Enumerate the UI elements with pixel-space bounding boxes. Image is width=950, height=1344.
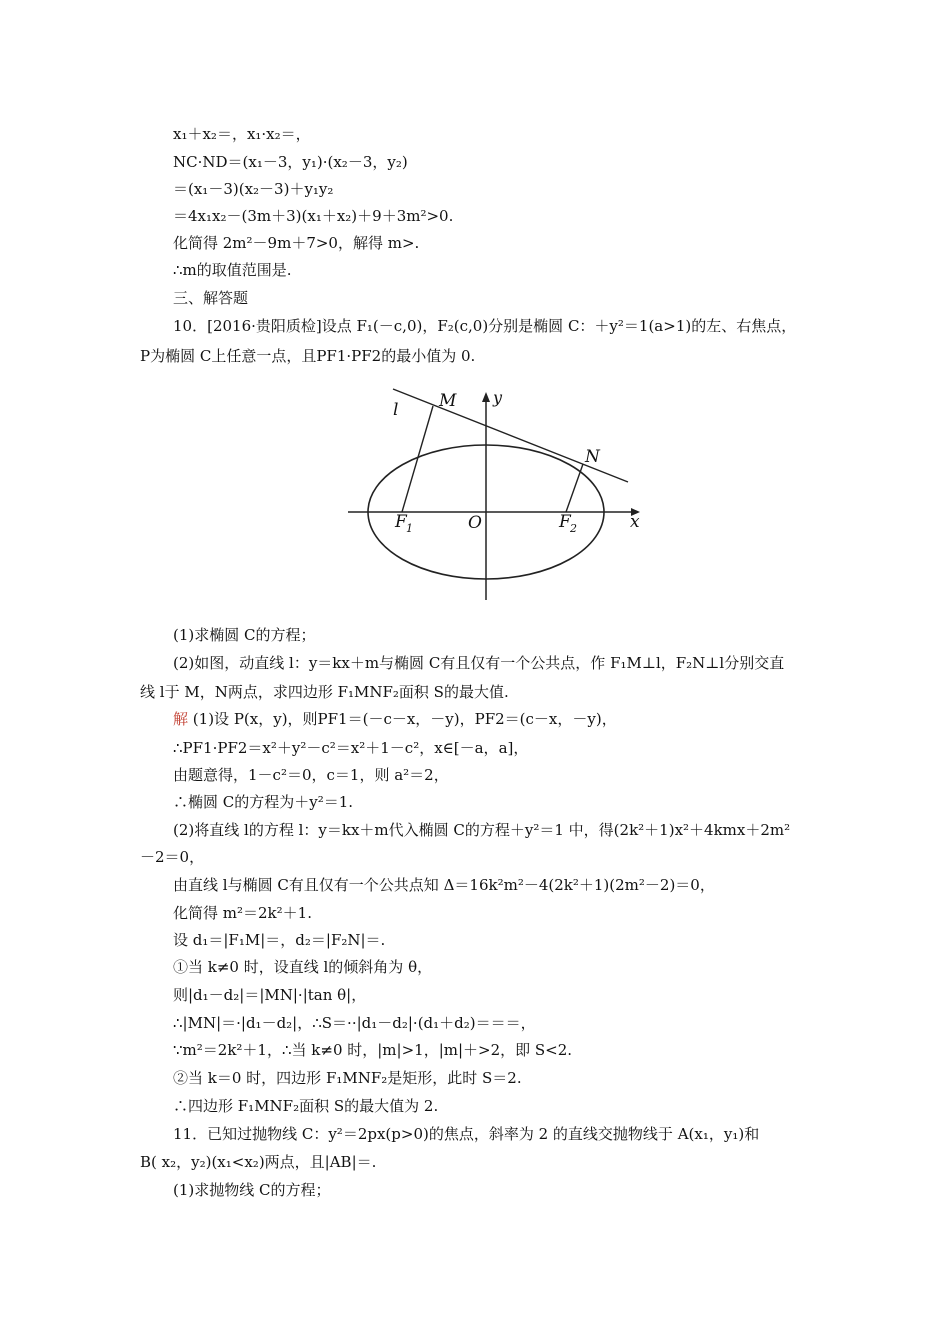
text-line: ＝(x₁－3)(x₂－3)＋y₁y₂	[173, 180, 334, 198]
text-line: 由直线 l与椭圆 C有且仅有一个公共点知 Δ＝16k²m²－4(2k²＋1)(2m²－2)＝0，	[173, 876, 715, 894]
subquestion-2-line-1: (2)如图，动直线 l：y＝kx＋m与椭圆 C有且仅有一个公共点，作 F₁M⊥l，F₂N⊥l分别交直	[173, 654, 785, 672]
text-line: 设 d₁＝|F₁M|＝，d₂＝|F₂N|＝.	[173, 931, 386, 949]
y-axis-arrow	[482, 392, 490, 402]
text-line: NC·ND＝(x₁－3，y₁)·(x₂－3，y₂)	[173, 153, 408, 171]
text-line: ①当 k≠0 时，设直线 l的倾斜角为 θ，	[173, 958, 433, 976]
text-line: x₁＋x₂＝，x₁·x₂＝，	[173, 125, 311, 143]
problem-11-line-2: B( x₂，y₂)(x₁<x₂)两点，且|AB|＝.	[140, 1153, 377, 1171]
text-line: ∴椭圆 C的方程为＋y²＝1.	[173, 793, 354, 811]
problem-10-line-1: 10．[2016·贵阳质检]设点 F₁(－c,0)，F₂(c,0)分别是椭圆 C：＋y²＝1(a>1)的左、右焦点，	[173, 317, 797, 335]
text-line: ＝4x₁x₂－(3m＋3)(x₁＋x₂)＋9＋3m²>0.	[173, 207, 454, 225]
label-f1: F	[395, 512, 407, 532]
ellipse-figure	[343, 376, 653, 620]
segment-f1m	[402, 406, 433, 512]
text-line: ∴PF1·PF2＝x²＋y²－c²＝x²＋1－c²，x∈[－a，a]，	[173, 739, 529, 757]
subquestion-2-line-2: 线 l于 M，N两点，求四边形 F₁MNF₂面积 S的最大值.	[140, 683, 509, 701]
segment-f2n	[566, 464, 583, 512]
text-line: ∴|MN|＝·|d₁－d₂|，∴S＝··|d₁－d₂|·(d₁＋d₂)＝＝＝，	[173, 1014, 536, 1032]
label-x: x	[630, 512, 640, 532]
text-line: (2)将直线 l的方程 l：y＝kx＋m代入椭圆 C的方程＋y²＝1 中，得(2k²＋1)x²＋4kmx＋2m²	[173, 821, 791, 839]
label-f2-subscript: 2	[570, 522, 577, 535]
label-f2: F	[559, 512, 571, 532]
label-y: y	[493, 388, 503, 407]
problem-11-line-1: 11．已知过抛物线 C：y²＝2px(p>0)的焦点，斜率为 2 的直线交抛物线于 A(x₁，y₁)和	[173, 1125, 760, 1143]
line-l	[393, 389, 628, 482]
solution-line	[173, 709, 617, 729]
solution-text: (1)设 P(x，y)，则PF1＝(－c－x，－y)，PF2＝(c－x，－y)，	[192, 710, 617, 728]
text-line: 化简得 2m²－9m＋7>0，解得 m>.	[173, 234, 420, 252]
section-heading: 三、解答题	[173, 289, 249, 307]
subquestion-1: (1)求椭圆 C的方程；	[173, 626, 316, 644]
text-line: ②当 k＝0 时，四边形 F₁MNF₂是矩形，此时 S＝2.	[173, 1069, 522, 1087]
text-line: 则|d₁－d₂|＝|MN|·|tan θ|，	[173, 986, 367, 1004]
problem-11-subquestion-1: (1)求抛物线 C的方程；	[173, 1181, 331, 1199]
solution-label: 解	[173, 710, 189, 728]
text-line: －2＝0，	[140, 848, 205, 866]
label-n: N	[585, 447, 600, 467]
text-line: 由题意得，1－c²＝0，c＝1，则 a²＝2，	[173, 766, 449, 784]
text-line: ∴四边形 F₁MNF₂面积 S的最大值为 2.	[173, 1097, 439, 1115]
label-m: M	[439, 391, 457, 411]
label-f1-subscript: 1	[406, 522, 413, 535]
problem-10-line-2: P为椭圆 C上任意一点，且PF1·PF2的最小值为 0.	[140, 347, 476, 365]
label-l: l	[393, 400, 399, 420]
label-o: O	[468, 513, 482, 533]
text-line: ∴m的取值范围是.	[173, 261, 292, 279]
text-line: ∵m²＝2k²＋1，∴当 k≠0 时，|m|>1，|m|＋>2，即 S<2.	[173, 1041, 573, 1059]
text-line: 化简得 m²＝2k²＋1.	[173, 904, 312, 922]
